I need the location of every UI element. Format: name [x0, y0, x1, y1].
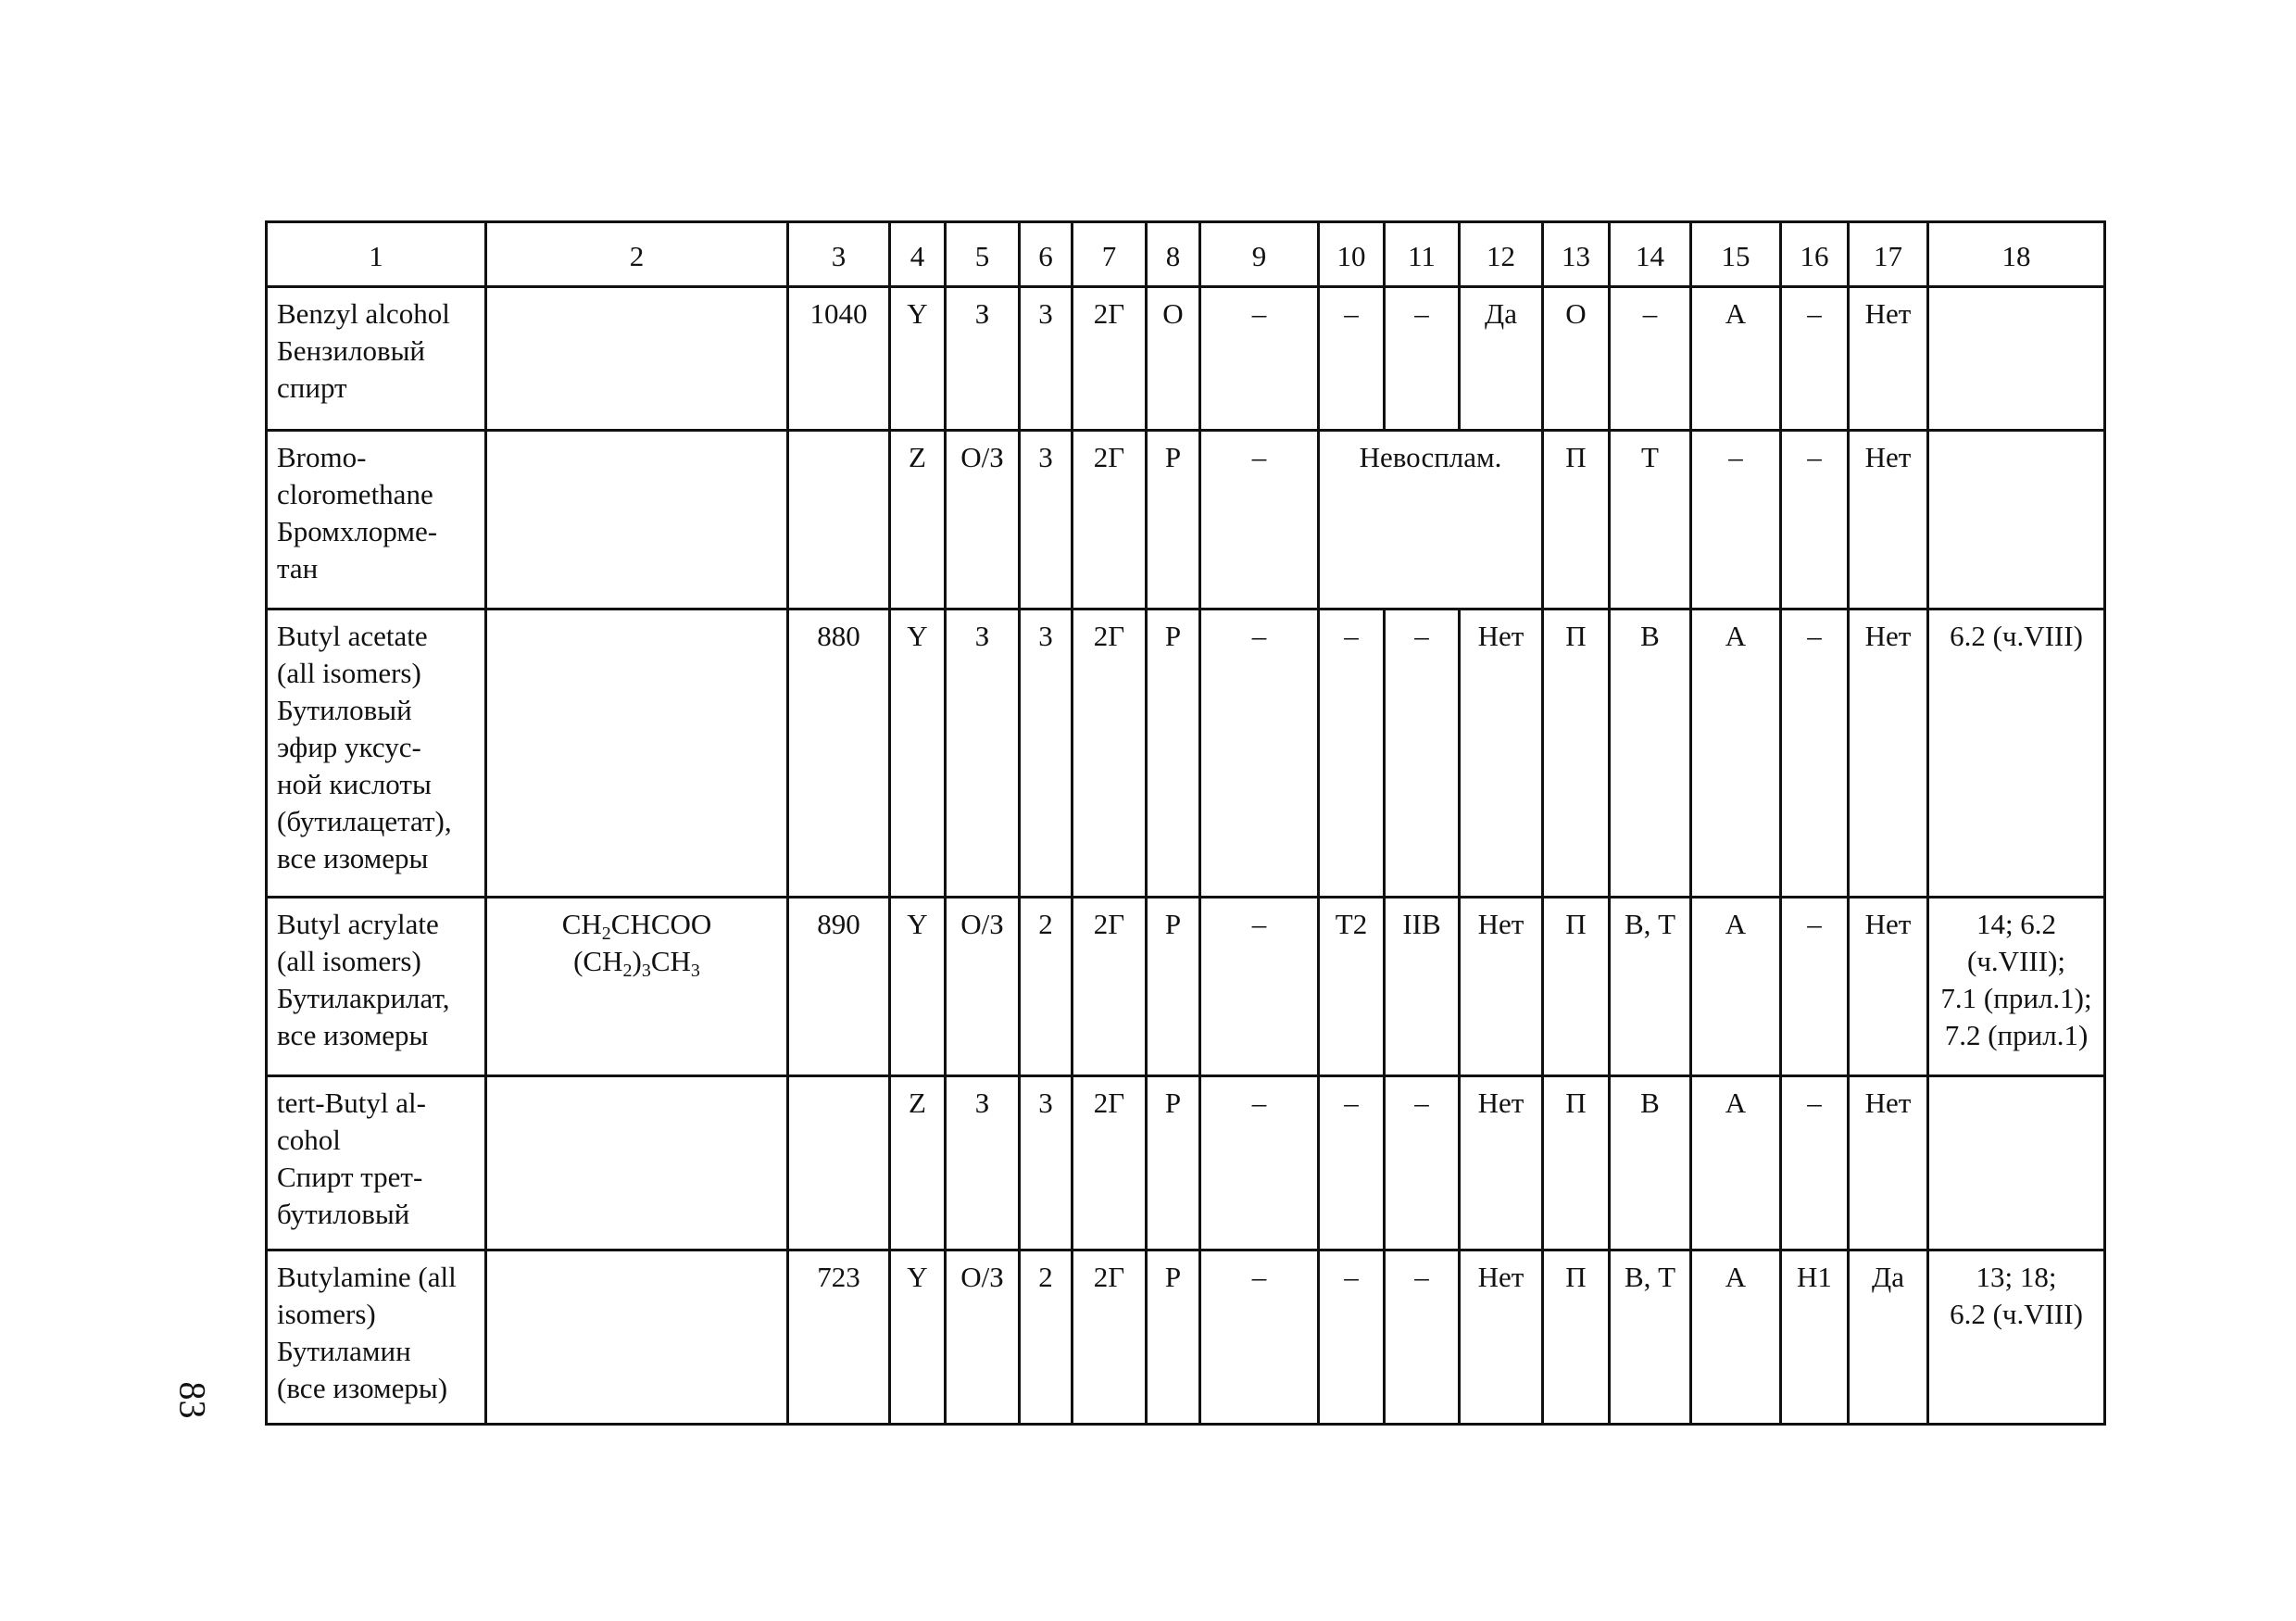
- table-cell: 2Г: [1073, 287, 1147, 431]
- table-cell: П: [1543, 1076, 1610, 1250]
- table-cell: О: [1147, 287, 1200, 431]
- formula-line: [493, 943, 781, 980]
- table-row: [267, 898, 2105, 1076]
- table-cell: 3: [1020, 1076, 1073, 1250]
- formula-subscript: 2: [622, 961, 633, 981]
- substance-name: Benzyl alcohol Бензиловый спирт: [267, 287, 486, 431]
- column-header: 5: [946, 222, 1020, 287]
- table-cell: –: [1200, 898, 1319, 1076]
- substance-name: Butyl acrylate (all isomers) Бутилакрилат, все изомеры: [267, 898, 486, 1076]
- table-cell: 2Г: [1073, 898, 1147, 1076]
- table-cell: Нет: [1460, 1076, 1543, 1250]
- table-cell: Нет: [1460, 609, 1543, 898]
- table-cell: Да: [1849, 1250, 1928, 1425]
- table-cell: Р: [1147, 1250, 1200, 1425]
- column-header: 8: [1147, 222, 1200, 287]
- table-cell: –: [1200, 1250, 1319, 1425]
- table-cell: Нет: [1849, 431, 1928, 609]
- table-cell: Нет: [1849, 898, 1928, 1076]
- table-cell: [1928, 1076, 2105, 1250]
- table-cell: –: [1781, 431, 1849, 609]
- table-cell: Р: [1147, 431, 1200, 609]
- column-header: 13: [1543, 222, 1610, 287]
- table-cell: Y: [890, 898, 946, 1076]
- table-cell: О/З: [946, 1250, 1020, 1425]
- column-header: 1: [267, 222, 486, 287]
- table-cell: –: [1781, 1076, 1849, 1250]
- table-cell: 2Г: [1073, 609, 1147, 898]
- table-cell: П: [1543, 609, 1610, 898]
- table-cell: В, Т: [1610, 1250, 1691, 1425]
- table-cell: Z: [890, 1076, 946, 1250]
- formula-part: CH: [561, 908, 602, 940]
- table-cell: В: [1610, 1076, 1691, 1250]
- table-cell: [788, 431, 890, 609]
- table-cell: О/З: [946, 898, 1020, 1076]
- table-cell: –: [1319, 1076, 1385, 1250]
- table-cell: [788, 1076, 890, 1250]
- table-cell: З: [946, 609, 1020, 898]
- formula-cell: [486, 287, 788, 431]
- table-cell: Z: [890, 431, 946, 609]
- header-row: [267, 222, 2105, 287]
- table-cell: А: [1691, 1076, 1781, 1250]
- table-cell: –: [1385, 1250, 1460, 1425]
- table-cell: –: [1319, 609, 1385, 898]
- table-cell: –: [1200, 431, 1319, 609]
- table-cell: [1928, 431, 2105, 609]
- table-cell: Нет: [1849, 287, 1928, 431]
- formula-cell: [486, 609, 788, 898]
- table-cell: –: [1200, 287, 1319, 431]
- table-cell: Т2: [1319, 898, 1385, 1076]
- table-cell: О: [1543, 287, 1610, 431]
- table-cell: Y: [890, 1250, 946, 1425]
- column-header: 10: [1319, 222, 1385, 287]
- formula-cell: [486, 1250, 788, 1425]
- table-cell: 890: [788, 898, 890, 1076]
- table-cell: Нет: [1460, 1250, 1543, 1425]
- formula-part: CHCOO: [610, 908, 712, 940]
- column-header: 11: [1385, 222, 1460, 287]
- column-header: 12: [1460, 222, 1543, 287]
- table-cell: П: [1543, 431, 1610, 609]
- table-cell: IIВ: [1385, 898, 1460, 1076]
- table-cell: –: [1385, 287, 1460, 431]
- table-cell: З: [946, 287, 1020, 431]
- column-header: 17: [1849, 222, 1928, 287]
- formula-cell: [486, 431, 788, 609]
- table-row: [267, 287, 2105, 431]
- table-cell: Нет: [1460, 898, 1543, 1076]
- formula-part: ): [632, 945, 642, 977]
- table-cell: Нет: [1849, 1076, 1928, 1250]
- column-header: 18: [1928, 222, 2105, 287]
- table-cell: 6.2 (ч.VIII): [1928, 609, 2105, 898]
- formula-subscript: 2: [601, 924, 611, 944]
- table-cell: –: [1319, 1250, 1385, 1425]
- column-header: 3: [788, 222, 890, 287]
- substance-name: tert-Butyl al- cohol Спирт трет- бутиловый: [267, 1076, 486, 1250]
- table-cell: Р: [1147, 1076, 1200, 1250]
- table-cell: 2: [1020, 898, 1073, 1076]
- table-cell: Т: [1610, 431, 1691, 609]
- table-cell: Y: [890, 609, 946, 898]
- formula-part: CH: [650, 945, 691, 977]
- table-cell: –: [1385, 1076, 1460, 1250]
- formula-line: [493, 906, 781, 943]
- table-cell: В: [1610, 609, 1691, 898]
- table-cell: Н1: [1781, 1250, 1849, 1425]
- table-cell: Р: [1147, 609, 1200, 898]
- formula-cell: [486, 898, 788, 1076]
- column-header: 7: [1073, 222, 1147, 287]
- column-header: 14: [1610, 222, 1691, 287]
- table-cell: –: [1781, 287, 1849, 431]
- table-cell: 3: [1020, 287, 1073, 431]
- table-cell: 3: [1020, 609, 1073, 898]
- column-header: 6: [1020, 222, 1073, 287]
- table-cell: 2Г: [1073, 431, 1147, 609]
- table-cell: Y: [890, 287, 946, 431]
- table-cell: П: [1543, 898, 1610, 1076]
- table-cell: В, Т: [1610, 898, 1691, 1076]
- substance-name: Bromo- cloromethane Бромхлорме- тан: [267, 431, 486, 609]
- table-cell: 14; 6.2 (ч.VIII); 7.1 (прил.1); 7.2 (прил.1): [1928, 898, 2105, 1076]
- table-cell: –: [1781, 898, 1849, 1076]
- table-cell: –: [1319, 287, 1385, 431]
- table-cell: О/З: [946, 431, 1020, 609]
- table-cell: –: [1691, 431, 1781, 609]
- substance-name: Butyl acetate (all isomers) Бутиловый эфир уксус- ной кислоты (бутилацетат), все изомеры: [267, 609, 486, 898]
- substance-name: Butylamine (all isomers) Бутиламин (все изомеры): [267, 1250, 486, 1425]
- table-cell: 2Г: [1073, 1076, 1147, 1250]
- formula-subscript: 3: [641, 961, 651, 981]
- column-header: 9: [1200, 222, 1319, 287]
- substance-table: [265, 220, 2106, 1426]
- table-row: [267, 431, 2105, 609]
- column-header: 16: [1781, 222, 1849, 287]
- table-row: [267, 609, 2105, 898]
- table-cell: –: [1200, 1076, 1319, 1250]
- table-cell: 3: [1020, 431, 1073, 609]
- table-cell: –: [1610, 287, 1691, 431]
- page-number: 83: [171, 1381, 214, 1419]
- table-cell: 723: [788, 1250, 890, 1425]
- table-cell: А: [1691, 287, 1781, 431]
- table-cell: Р: [1147, 898, 1200, 1076]
- table-cell: –: [1385, 609, 1460, 898]
- table-cell: –: [1200, 609, 1319, 898]
- table-cell: [1928, 287, 2105, 431]
- table-row: [267, 1076, 2105, 1250]
- table-cell: Да: [1460, 287, 1543, 431]
- formula-cell: [486, 1076, 788, 1250]
- table-cell: 13; 18; 6.2 (ч.VIII): [1928, 1250, 2105, 1425]
- column-header: 2: [486, 222, 788, 287]
- column-header: 15: [1691, 222, 1781, 287]
- table-cell: П: [1543, 1250, 1610, 1425]
- table-cell: А: [1691, 1250, 1781, 1425]
- table-cell: –: [1781, 609, 1849, 898]
- column-header: 4: [890, 222, 946, 287]
- table-cell: Нет: [1849, 609, 1928, 898]
- formula-subscript: 3: [690, 961, 700, 981]
- table-cell: А: [1691, 609, 1781, 898]
- table-cell: 1040: [788, 287, 890, 431]
- table-cell: 2: [1020, 1250, 1073, 1425]
- table-cell: З: [946, 1076, 1020, 1250]
- table-cell: 2Г: [1073, 1250, 1147, 1425]
- table-cell: 880: [788, 609, 890, 898]
- merged-cell: Невосплам.: [1319, 431, 1543, 609]
- table-row: [267, 1250, 2105, 1425]
- formula-part: (CH: [573, 945, 623, 977]
- table-cell: А: [1691, 898, 1781, 1076]
